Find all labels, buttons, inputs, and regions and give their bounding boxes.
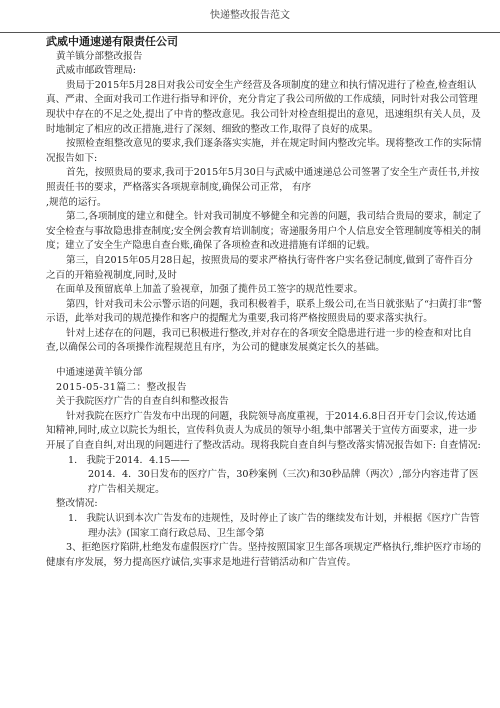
spacer bbox=[46, 356, 482, 366]
report-title: 黄羊镇分部整改报告 bbox=[56, 50, 143, 62]
paragraph-summary: 按照检查组整改意见的要求,我们逐条落实实施，并在规定时间内整改完毕。现将整改工作的实际情况报告如下: bbox=[46, 138, 482, 164]
paragraph-third-cont: 在面单及预留底单上加盖了验视章，加强了揽件员工签字的规范性要求。 bbox=[56, 284, 363, 296]
rectify-label: 整改情况: bbox=[56, 498, 98, 510]
paragraph-second: 第二,各项制度的建立和健全。针对我司制度不够健全和完善的问题，我司结合贵局的要求，制定了安全检查与事故隐患排查制度;安全例会教育培训制度；寄递服务用户个人信息安全管理制度等相关的制度；建立了安全生产隐患自查台账,确保了各项检查和改进措施有详细的记载。 bbox=[46, 211, 482, 252]
signature: 中通速递黄羊镇分部 bbox=[56, 367, 143, 379]
paragraph-third: 第三，自2015年05月28日起，按照贵局的要求严格执行寄件客户实名登记制度,做到了寄件百分之百的开箱验视制度,同时,及时 bbox=[46, 254, 473, 281]
item-text: 我院于2014．4.15—— bbox=[86, 454, 190, 466]
company-name: 武威中通速递有限责任公司 bbox=[46, 35, 178, 48]
paragraph-hospital bbox=[46, 410, 482, 454]
paragraph-intro: 贵局于2015年5月28日对我公司安全生产经营及各项制度的建立和执行情况进行了检查,检查组认真、严肃、全面对我司工作进行指导和评价，充分肯定了我公司所做的工作成绩，同时针对我公司管理现状中存在的不足之处,提出了中肯的整改意见。我公司针对检查组提出的意见，迅速组织有关人员，及时地制定了相应的改正措施,进行了深刻、细致的整改工作,取得了良好的成果。 bbox=[46, 79, 481, 135]
paragraph-first-cont: ,规范的运行。 bbox=[46, 196, 107, 208]
paragraph-conclusion: 针对上述存在的问题，我司已积极进行整改,并对存在的各项安全隐患进行进一步的检查和对比自查,以确保公司的各项操作流程规范且有序，为公司的健康发展奠定长久的基础。 bbox=[46, 327, 472, 354]
list-item bbox=[46, 512, 482, 541]
list-item-3: 3、拒绝医疗陷阱,杜绝发布虚假医疗广告。坚持按照国家卫生部各项规定严格执行,维护医疗市场的健康有序发展，努力提高医疗诚信,实事求是地进行营销活动和广告宣传。 bbox=[46, 542, 482, 568]
list-item-cont: 2014．4．30日发布的医疗广告，30秒案例（三次)和30秒品牌（两次）,部分内容违背了医疗广告相关规定。 bbox=[88, 469, 479, 495]
addressee: 武威市邮政管理局: bbox=[56, 65, 136, 77]
paragraph-fourth: 第四，针对我司未公示警示语的问题，我司积极着手，联系上级公司,在当日就张贴了“扫黄打非”警示语，此举对我司的规范操作和客户的提醒尤为重要,我司将严格按照贵局的要求落实执行。 bbox=[46, 298, 482, 325]
page-header: 快递整改报告范文 bbox=[0, 0, 500, 33]
item-text: 我院认识到本次广告发布的违规性，及时停止了该广告的继续发布计划，并根据《医疗广告管理办法》(国家工商行政总局、卫生部令第 bbox=[86, 513, 480, 539]
item-number: 1. bbox=[68, 513, 78, 524]
item-number: 1. bbox=[68, 454, 78, 466]
paragraph-hospital-text: 针对我院在医疗广告发布中出现的问题，我院领导高度重视，于2014.6.8日召开专门会议,传达通知精神,同时,成立以院长为组长，宣传科负责人为成员的领导小组,集中部署关于宣传方面要求，进一步开展了自查自纠,对出现的问题进行了整改活动。现将我院自查自纠与整改落实情况报告如下: bbox=[46, 410, 478, 452]
list-item bbox=[46, 454, 482, 469]
self-check-label: 自查情况: bbox=[439, 440, 481, 452]
date-line: 2015-05-31篇二：整改报告 bbox=[56, 381, 187, 393]
section-title: 关于我院医疗广告的自查自纠和整改报告 bbox=[56, 396, 229, 408]
paragraph-first: 首先，按照贵局的要求,我司于2015年5月30日与武威中通速递总公司签署了安全生产责任书,并按照责任书的要求，严格落实各项规章制度,确保公司正常， 有序 bbox=[46, 167, 480, 193]
